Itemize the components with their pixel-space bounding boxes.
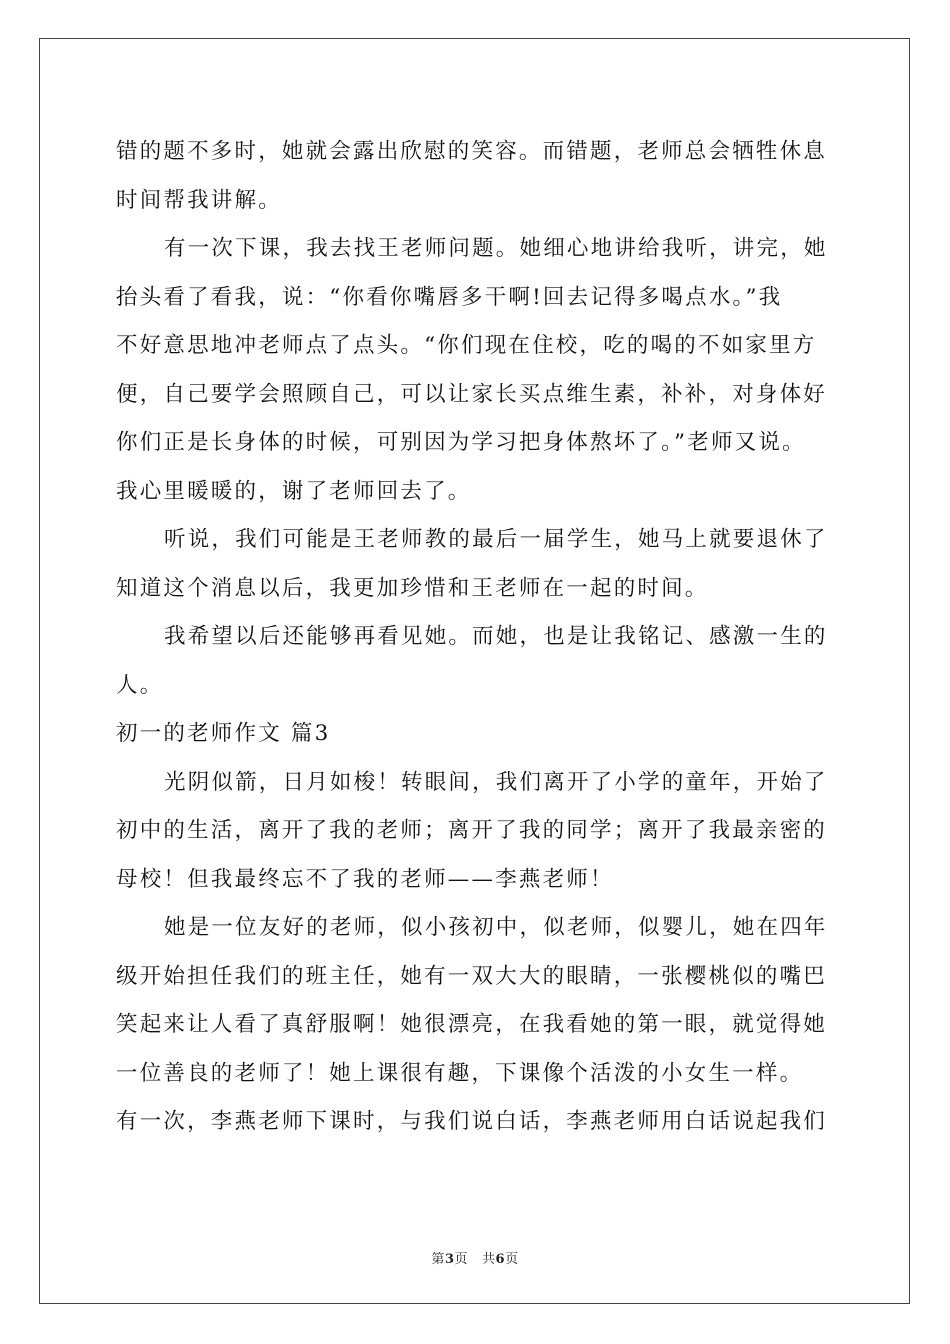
text-line: 人。 <box>116 672 164 698</box>
text-line: 级开始担任我们的班主任，她有一双大大的眼睛，一张樱桃似的嘴巴 <box>116 963 828 989</box>
section-heading: 初一的老师作文 篇3 <box>116 721 331 746</box>
text-line: 便，自己要学会照顾自己，可以让家长买点维生素，补补，对身体好 <box>116 381 828 407</box>
text-line: 抬头看了看我，说：“你看你嘴唇多干啊!回去记得多喝点水。”我 <box>116 284 783 310</box>
page-footer <box>0 1248 950 1267</box>
total-prefix: 共 <box>482 1252 496 1267</box>
text-line: 错的题不多时，她就会露出欣慰的笑容。而错题，老师总会牺牲休息 <box>116 139 828 164</box>
text-line: 初中的生活，离开了我的老师；离开了我的同学；离开了我最亲密的 <box>116 818 828 843</box>
text-line: 听说，我们可能是王老师教的最后一届学生，她马上就要退休了 <box>164 527 828 552</box>
document-body <box>116 128 836 1147</box>
text-line: 母校！但我最终忘不了我的老师——李燕老师！ <box>116 866 614 892</box>
text-line: 光阴似箭，日月如梭！转眼间，我们离开了小学的童年，开始了 <box>164 769 828 795</box>
text-line: 有一次，李燕老师下课时，与我们说白话，李燕老师用白话说起我们 <box>116 1109 828 1134</box>
text-line: 她是一位友好的老师，似小孩初中，似老师，似婴儿，她在四年 <box>164 915 828 940</box>
text-line: 笑起来让人看了真舒服啊！她很漂亮，在我看她的第一眼，就觉得她 <box>116 1012 828 1037</box>
page-prefix: 第 <box>431 1252 445 1267</box>
text-line: 我希望以后还能够再看见她。而她，也是让我铭记、感激一生的 <box>164 624 828 649</box>
text-line: 一位善良的老师了！她上课很有趣，下课像个活泼的小女生一样。 <box>116 1060 804 1086</box>
current-page-number: 3 <box>444 1252 455 1267</box>
text-line: 我心里暖暖的，谢了老师回去了。 <box>116 478 472 504</box>
page-suffix: 页 <box>454 1252 468 1267</box>
text-line: 不好意思地冲老师点了点头。“你们现在住校，吃的喝的不如家里方 <box>116 333 817 358</box>
text-line: 你们正是长身体的时候，可别因为学习把身体熬坏了。”老师又说。 <box>116 430 806 455</box>
text-line: 知道这个消息以后，我更加珍惜和王老师在一起的时间。 <box>116 575 709 601</box>
text-line: 有一次下课，我去找王老师问题。她细心地讲给我听，讲完，她 <box>164 236 828 261</box>
text-line: 时间帮我讲解。 <box>116 187 282 213</box>
total-suffix: 页 <box>505 1252 519 1267</box>
total-page-number: 6 <box>495 1252 506 1267</box>
